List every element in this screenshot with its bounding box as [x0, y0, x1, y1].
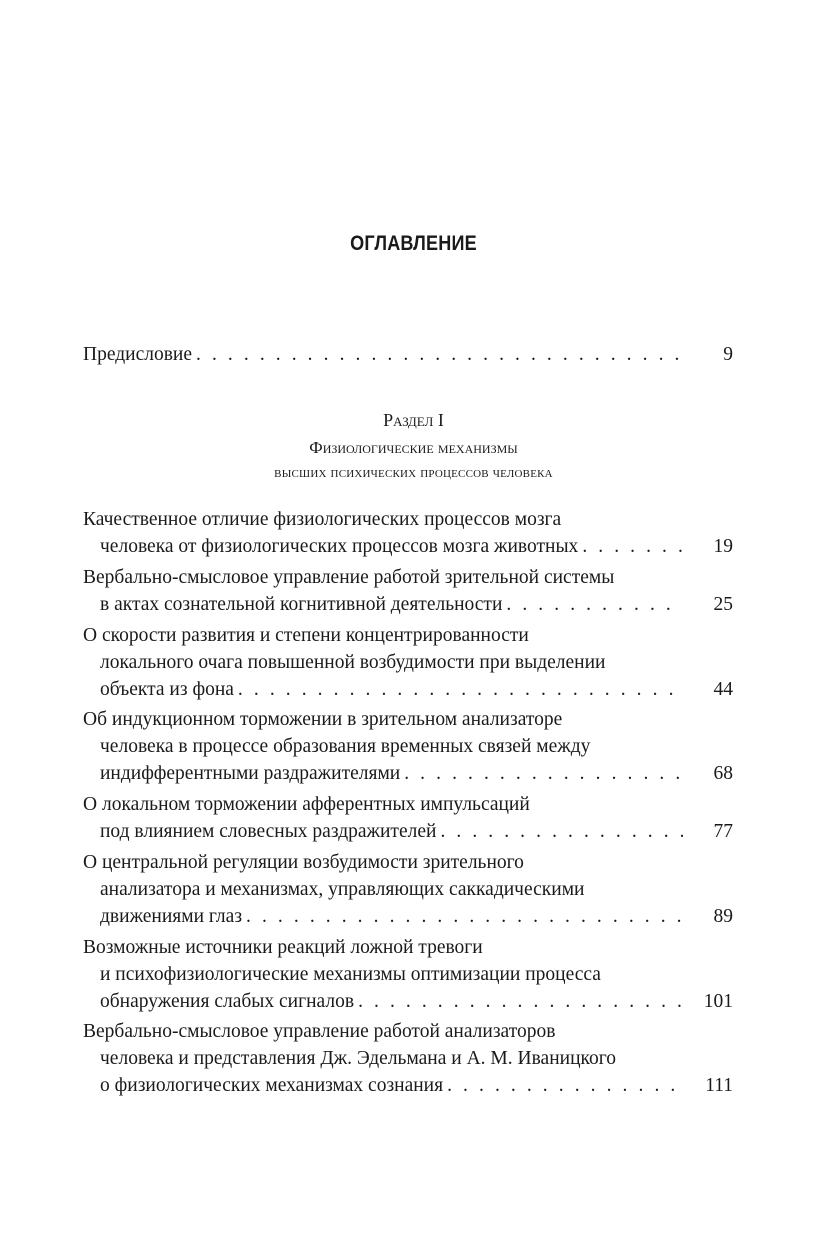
toc-entry-line: О скорости развития и степени концентрированности	[83, 625, 529, 646]
toc-page-number: 9	[723, 344, 733, 365]
toc-entry-line: О центральной регуляции возбудимости зрительного	[83, 852, 524, 873]
toc-page-number: 19	[713, 536, 733, 557]
toc-entry-text: о физиологических механизмах сознания	[100, 1075, 444, 1096]
toc-entry-line: Вербально-смысловое управление работой зрительной системы	[83, 567, 615, 588]
toc-leader-dots	[506, 591, 683, 618]
toc-entry-line: О локальном торможении афферентных импульсаций	[83, 794, 530, 815]
toc-page-number: 89	[713, 906, 733, 927]
toc-page-number: 25	[713, 594, 733, 615]
preface-entry	[83, 341, 733, 368]
toc-entry-last-line	[83, 591, 733, 618]
toc-entry-last-line	[83, 1072, 733, 1099]
toc-entry-last-line	[83, 818, 733, 845]
toc-entry-text: объекта из фона	[100, 679, 234, 700]
toc-entry	[83, 622, 733, 703]
toc-entry-line: Возможные источники реакций ложной тревоги	[83, 937, 483, 958]
toc-leader-dots	[246, 903, 683, 930]
toc-leader-dots	[582, 533, 683, 560]
toc-entry-last-line	[83, 903, 733, 930]
toc-entry-line: Качественное отличие физиологических процессов мозга	[83, 509, 562, 530]
toc-entry	[83, 934, 733, 1015]
toc-entry	[83, 791, 733, 845]
toc-entry-text: в актах сознательной когнитивной деятельности	[100, 594, 503, 615]
toc-entry	[83, 1018, 733, 1099]
toc-leader-dots	[196, 341, 683, 368]
toc-page-number: 68	[713, 763, 733, 784]
toc-entry-line: локального очага повышенной возбудимости при выделении	[100, 652, 606, 673]
toc-leader-dots	[238, 676, 683, 703]
toc-leader-dots	[440, 818, 683, 845]
toc-page-number: 77	[713, 821, 733, 842]
toc-entry-text: под влиянием словесных раздражителей	[100, 821, 437, 842]
toc-entry-text: индифферентными раздражителями	[100, 763, 401, 784]
toc-entry	[83, 564, 733, 618]
toc-entry	[83, 849, 733, 930]
toc-entry-line: анализатора и механизмах, управляющих саккадическими	[100, 879, 585, 900]
toc-entry-line: Об индукционном торможении в зрительном анализаторе	[83, 709, 563, 730]
section-label: Раздел I	[383, 410, 444, 430]
toc-entry-text: человека от физиологических процессов мозга животных	[100, 536, 579, 557]
toc-leader-dots	[358, 988, 683, 1015]
toc-entry-last-line	[83, 533, 733, 560]
toc-leader-dots	[404, 760, 683, 787]
toc-entry-text: движениями глаз	[100, 906, 243, 927]
toc-entry-last-line	[83, 760, 733, 787]
toc-entry-last-line	[83, 988, 733, 1015]
toc-entry-line: человека в процессе образования временных связей между	[100, 736, 591, 757]
toc-entry	[83, 706, 733, 787]
section-title-line-2: высших психических процессов человека	[274, 465, 553, 481]
toc-leader-dots	[447, 1072, 683, 1099]
toc-entry	[83, 506, 733, 560]
section-title-line-1: Физиологические механизмы	[309, 438, 518, 457]
toc-entry-last-line	[83, 676, 733, 703]
page-title: ОГЛАВЛЕНИЕ	[350, 232, 477, 255]
toc-entry-line: человека и представления Дж. Эдельмана и А. М. Иваницкого	[100, 1048, 616, 1069]
toc-page-number: 101	[703, 991, 733, 1012]
toc-entry-text: Предисловие	[83, 344, 193, 365]
toc-entry-line: Вербально-смысловое управление работой анализаторов	[83, 1021, 556, 1042]
toc-entry-last-line	[83, 341, 733, 368]
toc-entry-text: обнаружения слабых сигналов	[100, 991, 355, 1012]
toc-page-number: 111	[705, 1075, 733, 1096]
toc-page-number: 44	[713, 679, 733, 700]
toc-entry-line: и психофизиологические механизмы оптимизации процесса	[100, 964, 601, 985]
